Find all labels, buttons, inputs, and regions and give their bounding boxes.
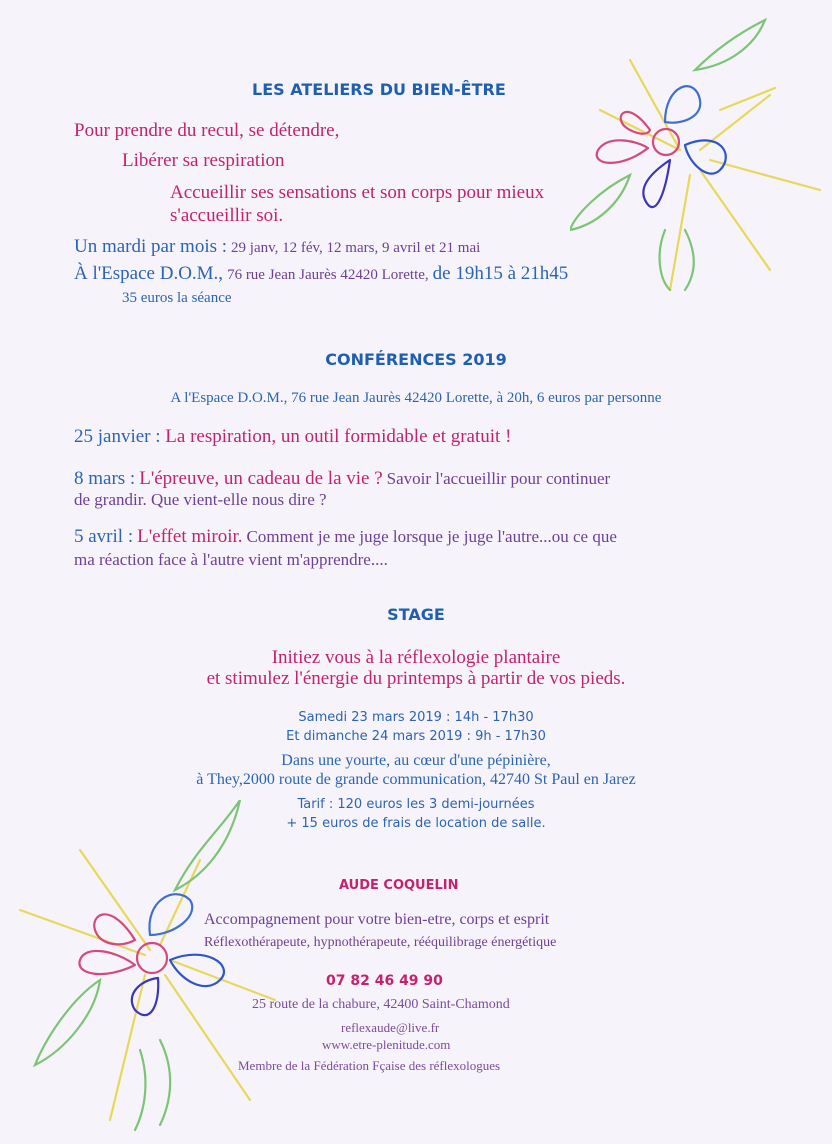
ateliers-line-2: Libérer sa respiration <box>122 150 285 171</box>
stage-tarif-1: Tarif : 120 euros les 3 demi-journées <box>297 797 535 812</box>
contact-membership: Membre de la Fédération Fçaise des réflexologues <box>238 1058 501 1073</box>
schedule-dates: 29 janv, 12 fév, 12 mars, 9 avril et 21 mai <box>231 240 481 256</box>
contact-services: Réflexothérapeute, hypnothérapeute, rééquilibrage énergétique <box>204 935 557 950</box>
conferences-heading: CONFÉRENCES 2019 <box>325 350 507 369</box>
conference-title: L'effet miroir. <box>137 526 243 547</box>
conference-date: 25 janvier : <box>74 426 161 447</box>
stage-place-2: à They,2000 route de grande communication, 42740 St Paul en Jarez <box>196 771 636 788</box>
place-address: 76 rue Jean Jaurès 42420 Lorette, <box>227 267 429 283</box>
contact-email[interactable]: reflexaude@live.fr <box>341 1020 440 1035</box>
contact-tagline: Accompagnement pour votre bien-etre, corps et esprit <box>204 911 550 928</box>
conference-desc: Savoir l'accueillir pour continuer <box>386 469 611 488</box>
conference-desc: Comment je me juge lorsque je juge l'autre...ou ce que <box>246 527 617 546</box>
conference-title: La respiration, un outil formidable et gratuit ! <box>165 426 512 447</box>
conference-item <box>74 468 610 490</box>
ateliers-heading: LES ATELIERS DU BIEN-ÊTRE <box>252 80 506 99</box>
ateliers-line-3b: s'accueillir soi. <box>170 205 284 226</box>
stage-date-2: Et dimanche 24 mars 2019 : 9h - 17h30 <box>286 729 546 744</box>
conference-title: L'épreuve, un cadeau de la vie ? <box>139 468 383 489</box>
stage-heading: STAGE <box>387 605 445 624</box>
stage-intro-2: et stimulez l'énergie du printemps à partir de vos pieds. <box>206 668 626 689</box>
stage-tarif-2: + 15 euros de frais de location de salle. <box>286 816 546 831</box>
ateliers-line-1: Pour prendre du recul, se détendre, <box>74 120 340 141</box>
contact-address: 25 route de la chabure, 42400 Saint-Chamond <box>252 997 510 1012</box>
conference-date: 5 avril : <box>74 526 134 547</box>
contact-name: AUDE COQUELIN <box>339 878 459 893</box>
contact-website[interactable]: www.etre-plenitude.com <box>322 1037 451 1052</box>
flower-drawing-top-right <box>570 0 830 300</box>
conferences-info: A l'Espace D.O.M., 76 rue Jean Jaurès 42420 Lorette, à 20h, 6 euros par personne <box>170 390 662 406</box>
place-label: À l'Espace D.O.M., <box>74 263 224 284</box>
place-time: de 19h15 à 21h45 <box>432 263 569 284</box>
stage-intro-1: Initiez vous à la réflexologie plantaire <box>271 647 561 668</box>
flower-drawing-bottom-left <box>0 800 280 1140</box>
conference-date: 8 mars : <box>74 468 136 489</box>
schedule-label: Un mardi par mois : <box>74 236 228 257</box>
conference-item <box>74 526 617 548</box>
contact-phone: 07 82 46 49 90 <box>326 973 443 989</box>
stage-date-1: Samedi 23 mars 2019 : 14h - 17h30 <box>298 710 534 725</box>
conference-desc-cont: ma réaction face à l'autre vient m'apprendre.... <box>74 550 388 569</box>
ateliers-place <box>74 263 568 285</box>
conference-item <box>74 426 511 448</box>
conference-desc-cont: de grandir. Que vient-elle nous dire ? <box>74 490 327 509</box>
stage-place-1: Dans une yourte, au cœur d'une pépinière, <box>281 752 551 769</box>
ateliers-price: 35 euros la séance <box>122 290 232 306</box>
ateliers-line-3a: Accueillir ses sensations et son corps pour mieux <box>170 182 545 203</box>
ateliers-schedule <box>74 236 480 258</box>
